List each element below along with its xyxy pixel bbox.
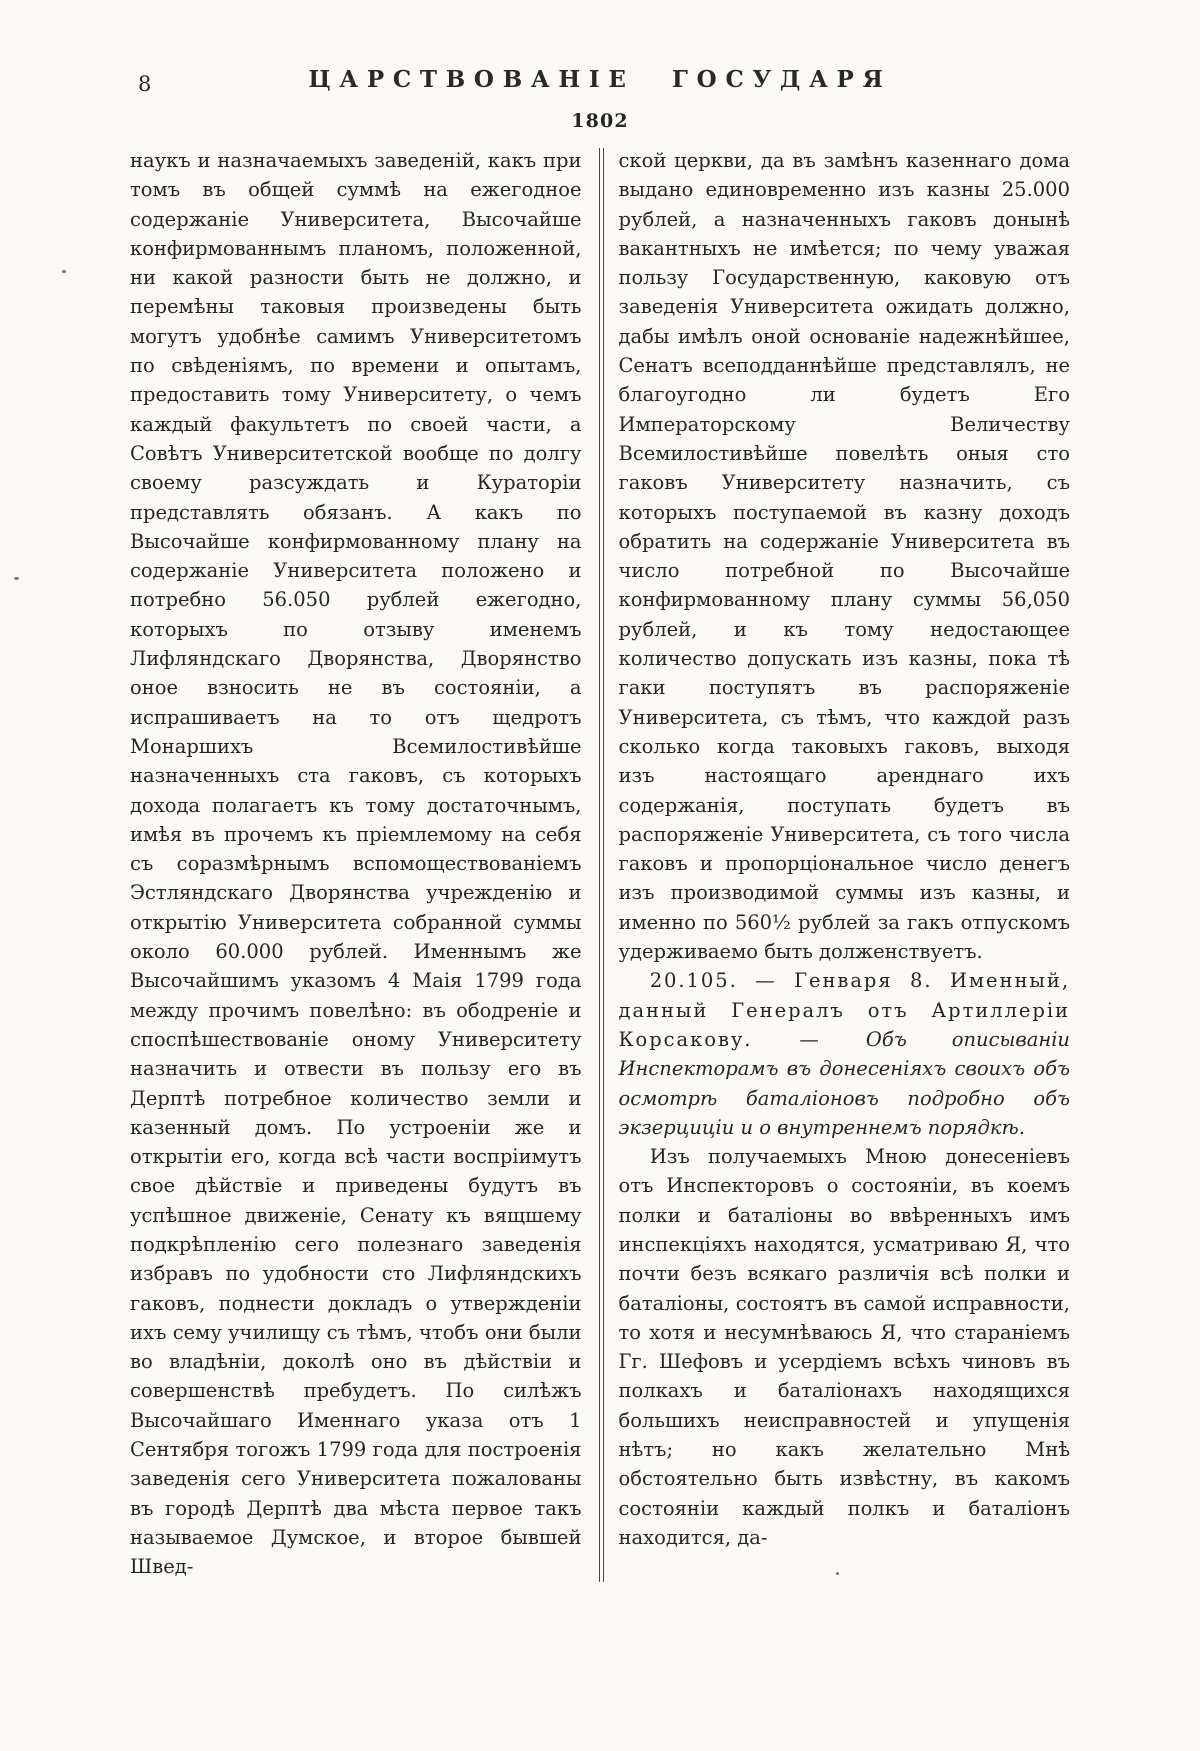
decree-number: 20.105. — Генваря 8. Именный, данный Генералъ отъ Артиллеріи Корсакову. — xyxy=(618,969,1070,1051)
decree-body-paragraph: Изъ получаемыхъ Мною донесеніевъ отъ Инспекторовъ о состояніи, въ коемъ полки и баталіоны во ввѣренныхъ имъ инспекціяхъ находятся, усматриваю Я, что почти безъ всякаго различія всѣ полки и баталіоны, состоятъ въ самой исправности, то хотя и несумнѣваюсь Я, что стараніемъ Гг. Шефовъ и усердіемъ всѣхъ чиновъ въ полкахъ и баталіонахъ находящихся большихъ неисправностей и упущенія нѣтъ; но какъ желательно Мнѣ обстоятельно быть извѣстну, въ какомъ состояніи каждый полкъ и баталіонъ находится, да- xyxy=(618,1145,1070,1549)
right-column xyxy=(619,146,1071,1582)
decree-heading xyxy=(619,966,1071,1142)
right-column-continuation: ской церкви, да въ замѣнъ казеннаго дома выдано единовременно изъ казны 25.000 рублей, а назначенныхъ гаковъ донынѣ вакантныхъ не имѣется; по чему уважая пользу Государственную, каковую отъ заведенія Университета ожидать должно, дабы имѣлъ оной основаніе надежнѣйшее, Сенатъ всеподданнѣйше представлялъ, не благоугодно ли будетъ Его Императорскому Величеству Всемилостивѣйше повелѣть оныя сто гаковъ Университету назначить, съ которыхъ поступаемой въ казну доходъ обратить на содержаніе Университета въ число потребной по Высочайше конфирмованному плану суммы 56,050 рублей, и къ тому недостающее количество допускать изъ казны, пока тѣ гаки поступятъ въ распоряженіе Университета, съ тѣмъ, что каждой разъ сколько когда таковыхъ гаковъ, выходя изъ настоящаго аренднаго ихъ содержанія, поступать будетъ въ распоряженіе Университета, съ того числа гаковъ и пропорціональное число денегъ изъ производимой суммы изъ казны, и именно по 560½ рублей за гакъ отпускомъ удерживаемо быть долженствуетъ. xyxy=(618,149,1070,964)
page-number: 8 xyxy=(138,72,152,96)
left-column xyxy=(130,146,582,1582)
running-title: ЦАРСТВОВАНІЕ ГОСУДАРЯ xyxy=(308,66,892,93)
year-heading: 1802 xyxy=(571,110,629,132)
scan-speck xyxy=(14,577,19,580)
left-column-paragraph: наукъ и назначаемыхъ заведеній, какъ при томъ въ общей суммѣ на ежегодное содержаніе Университета, Высочайше конфирмованнымъ планомъ, положенной, ни какой разности быть не должно, и перемѣны таковыя произведены быть могутъ удобнѣе самимъ Университетомъ по свѣденіямъ, по времени и опытамъ, предоставить тому Университету, о чемъ каждый факультетъ по своей части, а Совѣтъ Университетской вообще по долгу своему разсуждать и Кураторіи представлять обязанъ. А какъ по Высочайше конфирмованному плану на содержаніе Университета положено и потребно 56.050 рублей ежегодно, которыхъ по отзыву именемъ Лифляндскаго Дворянства, Дворянство оное взносить не въ состояніи, а испрашиваетъ на то отъ щедротъ Монаршихъ Всемилостивѣйше назначенныхъ ста гаковъ, съ которыхъ дохода полагаетъ къ тому достаточнымъ, имѣя въ прочемъ къ пріемлемому на себя съ соразмѣрнымъ вспомоществованіемъ Эстляндскаго Дворянства учрежденію и открытію Университета собранной суммы около 60.000 рублей. Именнымъ же Высочайшимъ указомъ 4 Маія 1799 года между прочимъ повелѣно: въ ободреніе и споспѣшествованіе оному Университету назначить и отвести въ пользу его въ Дерптѣ потребное количество земли и казенный домъ. По устроеніи же и открытіи его, когда всѣ части воспріимутъ свое дѣйствіе и приведены будутъ въ успѣшное движеніе, Сенату къ вящшему подкрѣпленію сего полезнаго заведенія избравъ по удобности сто Лифляндскихъ гаковъ, поднести докладъ о утвержденіи ихъ сему училищу съ тѣмъ, чтобъ они были во владѣніи, доколѣ оно въ дѣйствіи и совершенствѣ пребудетъ. По силѣжъ Высочайшаго Именнаго указа отъ 1 Сентября тогожъ 1799 года для построенія заведенія сего Университета пожалованы въ городѣ Дерптѣ два мѣста первое такъ называемое Думское, и второе бывшей Швед- xyxy=(130,149,582,1579)
scan-speck xyxy=(836,1572,839,1575)
text-columns xyxy=(130,146,1070,1582)
scan-speck xyxy=(62,270,66,273)
page-header xyxy=(0,66,1200,102)
decree-subject: Объ описываніи Инспекторамъ въ донесеніяхъ своихъ объ осмотрѣ баталіоновъ подробно объ экзерциціи и о внутреннемъ порядкѣ. xyxy=(618,1027,1070,1139)
column-divider xyxy=(599,148,604,1582)
